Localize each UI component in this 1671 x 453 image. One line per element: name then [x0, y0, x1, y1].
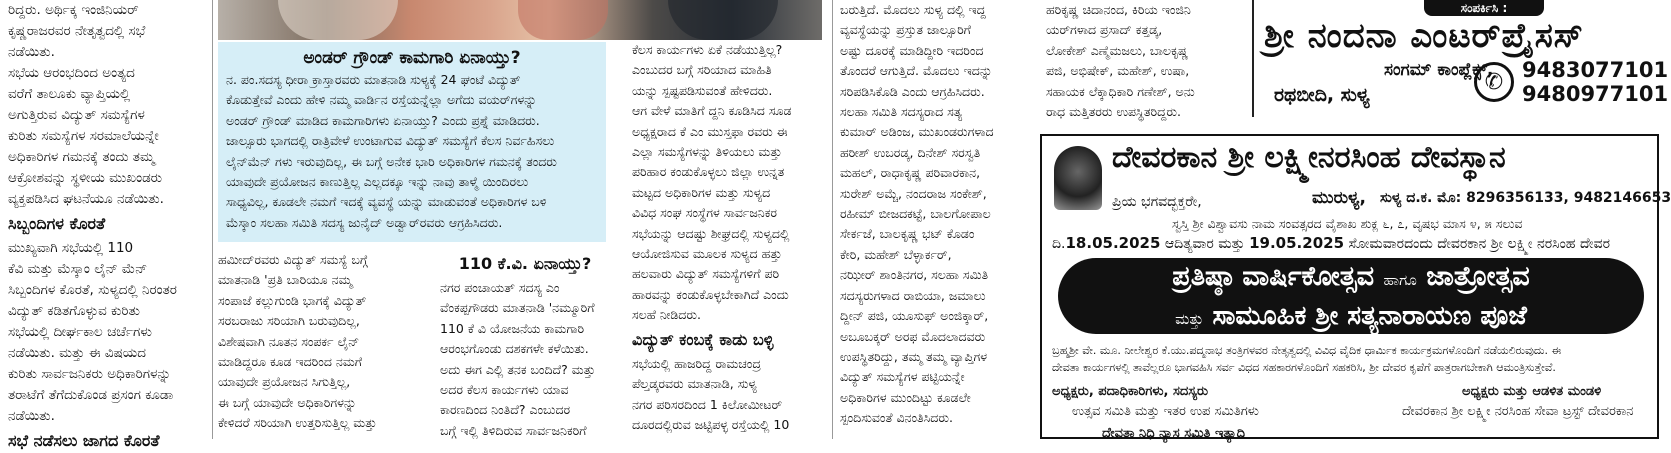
text-line: ಸಲಹೆ ನೀಡಿದರು. [632, 307, 701, 323]
banner-anniversary: ಪ್ರತಿಷ್ಠಾ ವಾರ್ಷಿಕೋತ್ಸವ [1172, 261, 1375, 292]
text-line: ನಡೆಯಿತು. [8, 44, 55, 60]
banner-and: ಹಾಗೂ [1383, 271, 1417, 289]
text-line: ಅಧ್ಯಕ್ಷರಾದ ಕೆ ಎಂ ಮುಸ್ತಫಾ ರವರು ಈ [632, 123, 788, 139]
text-line: ವರೆಗೆ ತಾಲೂಕು ವ್ಯಾಪ್ತಿಯಲ್ಲಿ [8, 86, 131, 102]
text-line: ನಡೆಯಿತು. [8, 408, 55, 424]
text-line: 110 ಕೆ ವಿ ಯೋಜನೆಯ ಕಾಮಗಾರಿ [440, 320, 585, 336]
text-line: ಹಾರವನ್ನು ಕಂಡುಕೊಳ್ಳಬೇಕಾಗಿದೆ ಎಂದು [632, 286, 789, 302]
text-line: ಕೆಲಸ ಕಾರ್ಯಗಳು ಏಕೆ ನಡೆಯುತ್ತಿಲ್ಲ? [632, 42, 783, 57]
text-line: ಮಹಲ್, ರಾಧಾಕೃಷ್ಣ ಪರಿವಾರಕಾನ, [840, 165, 981, 181]
banner-line-2 [1058, 299, 1644, 336]
text-line: ಆಗ ವೇಳೆ ಮಾತಿಗೆ ದ್ದನಿ ಕೂಡಿಸಿದ ಸೂಡ [632, 103, 792, 119]
text-line: ಸಭೆಯಲ್ಲಿ ಹಾಜರಿದ್ದ ರಾಮಚಂದ್ರ [632, 355, 761, 371]
date-suffix: ಸೋಮವಾರದಂದು ದೇವರಕಾನ ಶ್ರೀ ಲಕ್ಷ್ಮೀ ನರಸಿಂಹ ದೇವರ [1344, 236, 1610, 252]
text-line: ತರಾಟೆಗೆ ತೆಗೆದುಕೊಂಡ ಪ್ರಸಂಗ ಕೂಡಾ [8, 387, 174, 403]
text-line: ಸಭೆಯಲ್ಲಿ ದೀರ್ಘಕಾಲ ಚರ್ಚೆಗಳು [8, 324, 152, 340]
organizers-right: ಅಧ್ಯಕ್ಷರು ಮತ್ತು ಆಡಳಿತ ಮಂಡಳಿ [1462, 384, 1602, 399]
text-line: ಹಮೀದ್‌ರವರು ವಿದ್ಯುತ್ ಸಮಸ್ಯೆ ಬಗ್ಗೆ [218, 252, 368, 267]
subheading-110kv: 110 ಕೆ.ವಿ. ಏನಾಯ್ತು? [458, 254, 592, 273]
text-line: ಎಲ್ಲಾ ಸಮಸ್ಯೆಗಳನ್ನು ತಿಳಿಯಲು ಮತ್ತು [632, 144, 782, 160]
text-line: ಯನ್ನು ಸ್ಪಷ್ಟಪಡಿಸುವಂತೆ ಹೇಳಿದರು. [632, 82, 773, 98]
column-6-text [1046, 0, 1246, 122]
column-divider [212, 0, 213, 439]
text-line: ವಿದ್ಯುತ್ ಕಡಿತಗೊಳ್ಳುವ ಕುರಿತು [8, 303, 140, 319]
highlight-line: ಜಾಲ್ಸೂರು ಭಾಗದಲ್ಲಿ ರಾತ್ರಿವೇಳೆ ಉಂಟಾಗುವ ವಿದ್ಯುತ್ ಸಮಸ್ಯೆಗೆ ಕೆಲಸ ನಿರ್ವಹಿಸಲು [226, 133, 555, 149]
text-line: ದೂರದಲ್ಲಿರುವ ಜಟ್ಟಿಪಳ್ಳ ರಸ್ತೆಯಲ್ಲಿ 10 [632, 416, 790, 432]
column-1-text [8, 0, 208, 210]
highlight-box [218, 42, 606, 242]
text-line: ವಿಶೇಷವಾಗಿ ನೂತನ ಸಂಪರ್ಕ ಲೈನ್ [218, 333, 360, 349]
text-line: ವ್ಯವಸ್ಥೆಯನ್ನು ಪ್ರಸ್ತುತ ಜಾಲ್ಸೂರಿಗೆ [840, 22, 971, 38]
highlight-line: ಕೊಡುತ್ತೇವೆ ಎಂದು ಹೇಳಿ ನಮ್ಮ ವಾರ್ಡಿನ ರಸ್ತೆಯನ್ನೆಲ್ಲಾ ಅಗೆದು ವಯರ್‌ಗಳನ್ನು [226, 92, 537, 108]
text-line: ನಝೀರ್ ಶಾಂತಿನಗರ, ಸಲಹಾ ಸಮಿತಿ [840, 267, 989, 283]
calendar-line: ಸ್ವಸ್ತಿ ಶ್ರೀ ವಿಶ್ವಾವಸು ನಾಮ ಸಂವತ್ಸರದ ವೈಶಾಖ ಶುಕ್ಲ ೬, ೭, ವೃಷಭ ಮಾಸ ೪, ೫ ಸಲುವ [1172, 216, 1523, 231]
text-line: ರಿದ್ದರು. ಅರ್ಥಿಕ್ಕ ಇಂಜಿನಿಯರ್ [8, 2, 139, 18]
phone-number-2: 9480977101 [1522, 82, 1669, 106]
column-2-text [218, 250, 418, 434]
date-1: 18.05.2025 [1065, 234, 1161, 252]
text-line: ನಗರ ಪರಿಸರದಿಂದ 1 ಕಿಲೋಮೀಟರ್ [632, 396, 783, 412]
organizers-left: ಅಧ್ಯಕ್ಷರು, ಪದಾಧಿಕಾರಿಗಳು, ಸದಸ್ಯರು [1052, 384, 1209, 399]
article-column-1 [0, 0, 208, 450]
text-line: ಸಭೆಯನ್ನು ಆದಷ್ಟು ಶೀಘ್ರದಲ್ಲಿ ಸುಳ್ಯದಲ್ಲಿ [632, 225, 790, 241]
firm-complex: ಸಂಗಮ್ ಕಾಂಪ್ಲೆಕ್ಸ್, [1384, 60, 1494, 80]
text-line: ಮಾಡಿದ್ದರೂ ಕೂಡ ಇದರಿಂದ ನಮಗೆ [218, 354, 362, 370]
firm-name: ಶ್ರೀ ನಂದನಾ ಎಂಟರ್‌ಪ್ರೈಸಸ್ [1264, 16, 1584, 56]
highlight-line: ಮೆಸ್ಕಾಂ ಸಲಹಾ ಸಮಿತಿ ಸದಸ್ಯ ಜುನೈದ್ ಅಡ್ವಾರ್‌ರವರು ಆಗ್ರಹಿಸಿದರು. [226, 214, 503, 230]
text-line: ಅಷ್ಟು ದೂರಕ್ಕೆ ಮಾಡಿದ್ದೀರಿ ಇದರಿಂದ [840, 42, 984, 58]
text-line: ವಿದ್ಯುತ್ ಸಮಸ್ಯೆಗಳ ಪಟ್ಟಿಯನ್ನೇ [840, 369, 965, 385]
text-line: ಸರಿಪಡಿಸಿಕೊಡಿ ಎಂದು ಆಗ್ರಹಿಸಿದರು. [840, 83, 985, 99]
text-line: ಕೇರಿ, ಮಹೇಶ್ ಬೆಳ್ಳಾರ್ಕರ್, [840, 246, 952, 262]
highlight-line: ನ. ಪಂ.ಸದಸ್ಯ ಧೀರಾ ಕ್ರಾಸ್ತಾರವರು ಮಾತನಾಡಿ ಸುಳ್ಯಕ್ಕೆ 24 ಘಂಟೆ ವಿದ್ಯುತ್ [226, 72, 521, 87]
text-line: ಕುರಿತು ಸಾರ್ವಜನಿಕರು ಅಧಿಕಾರಿಗಳನ್ನು [8, 366, 172, 382]
organizers-right-2: ದೇವರಕಾನ ಶ್ರೀ ಲಕ್ಷ್ಮೀ ನರಸಿಂಹ ಸೇವಾ ಟ್ರಸ್ಟ್ ದೇವರಕಾನ [1402, 404, 1634, 419]
text-line: ಸರಬರಾಜು ಸರಿಯಾಗಿ ಬರುವುದಿಲ್ಲ, [218, 313, 360, 329]
text-line: ಮುಖ್ಯವಾಗಿ ಸಭೆಯಲ್ಲಿ 110 [8, 240, 134, 256]
text-line: ಅಬೂಬಕ್ಕರ್ ಅರಫ ಮೊದಲಾದವರು [840, 328, 986, 344]
text-line: ಯರ್‌ಗಳಾದ ಪ್ರಸಾದ್ ಕತ್ತಡ್ಕ, [1046, 22, 1163, 38]
text-line: ಹರಿಕೃಷ್ಣ ಚಿದಾನಂದ, ಕಿರಿಯ ಇಂಜಿನಿ [1046, 2, 1191, 17]
phone-number-1: 9483077101 [1522, 58, 1669, 82]
text-line: ಪಜಿ, ಅಭಿಷೇಕ್, ಮಹೇಶ್, ಉಷಾ, [1046, 63, 1190, 79]
temple-advertisement [1040, 134, 1671, 441]
subheading-forest-vines: ವಿದ್ಯುತ್ ಕಂಬಕ್ಕೆ ಕಾಡು ಬಳ್ಳಿ [632, 329, 774, 349]
text-line: ಮಾತನಾಡಿ 'ಪ್ರತಿ ಬಾರಿಯೂ ನಮ್ಮ [218, 272, 353, 288]
highlight-heading: ಅಂಡರ್ ಗ್ರೌಂಡ್ ಕಾಮಗಾರಿ ಏನಾಯ್ತು? [303, 48, 521, 68]
text-line: ಕೃಷ್ಣರಾಜರವರ ನೇತೃತ್ವದಲ್ಲಿ ಸಭೆ [8, 23, 146, 39]
text-line: ಎಂಬುದರ ಬಗ್ಗೆ ಸರಿಯಾದ ಮಾಹಿತಿ [632, 62, 772, 78]
banner-puja: ಸಾಮೂಹಿಕ ಶ್ರೀ ಸತ್ಯನಾರಾಯಣ ಪೂಜೆ [1212, 301, 1527, 331]
text-line: ತೊಂದರೆ ಆಗುತ್ತಿದೆ. ಮೊದಲು ಇದನ್ನು [840, 63, 993, 79]
description-line-2: ದೇವತಾ ಕಾರ್ಯಗಳಲ್ಲಿ ತಾವೆಲ್ಲರೂ ಭಾಗವಹಿಸಿ ಸರ್ವ ವಿಧದ ಸಹಕಾರಗಳೊಂದಿಗೆ ಸಹಕರಿಸಿ, ಶ್ರೀ ದೇವರ ಕೃಪೆಗೆ ಪಾತ್ರರಾಗಬೇಕಾಗಿ ಆಮಂತ್ರಿಸುತ್ತೇವೆ. [1052, 361, 1556, 374]
text-line: ಸಭೆಯ ಆರಂಭದಿಂದ ಅಂತ್ಯದ [8, 65, 135, 81]
column-1-text-2 [8, 238, 208, 427]
article-column-5 [840, 0, 1036, 439]
event-banner [1058, 258, 1644, 334]
text-line: ಸಿಬ್ಬಂದಿಗಳ ಕೊರತೆ, ಸುಳ್ಯದಲ್ಲಿ ನಿರಂತರ [8, 282, 177, 298]
text-line: ಸಂಪಾಜೆ ಕಲ್ಲುಗುಂಡಿ ಭಾಗಕ್ಕೆ ವಿದ್ಯುತ್ [218, 292, 367, 308]
highlight-line: ಲೈನ್‌ಮೆನ್ ಗಳು ಇರುವುದಿಲ್ಲ, ಈ ಬಗ್ಗೆ ಅನೇಕ ಭಾರಿ ಅಧಿಕಾರಿಗಳ ಗಮನಕ್ಕೆ ತಂದರು [226, 153, 557, 169]
contact-tag: ಸಂಪರ್ಕಿಸಿ : [1424, 0, 1544, 16]
text-line: ನಗರ ಪಂಚಾಯತ್ ಸದಸ್ಯ ಎಂ [440, 280, 560, 295]
text-line: ಆಯೋಜಿಸುವ ಮೂಲಕ ಸುಳ್ಯದ ಹತ್ತು [632, 246, 782, 262]
temple-place: ಮುರುಳ್ಯ, [1312, 188, 1367, 208]
banner-and-2: ಮತ್ತು [1175, 310, 1204, 328]
temple-contact: ಸುಳ್ಯ ದ.ಕ. ಮೊ: 8296356133, 9482146653 [1380, 190, 1671, 206]
banner-line-1 [1058, 258, 1644, 299]
text-line: ಕೇಳಿದರೆ ಸರಿಯಾಗಿ ಉತ್ತರಿಸುತ್ತಿಲ್ಲ ಮತ್ತು [218, 415, 377, 431]
text-line: ಸ್ಪಂದಿಸುವಂತೆ ವಿನಂತಿಸಿದರು. [840, 410, 953, 426]
text-line: ಪೆಲ್ತಡ್ಕರವರು ಮಾತನಾಡಿ, ಸುಳ್ಯ [632, 376, 757, 392]
text-line: ವಿವಿಧ ಸಂಘ ಸಂಸ್ಥೆಗಳ ಸಾರ್ವಜನಿಕರ [632, 205, 777, 221]
text-line: ಸದಸ್ಯರುಗಳಾದ ರಾಬಿಯಾ, ಜಮಾಲು [840, 287, 986, 303]
highlight-line: ಅಂಡರ್ ಗ್ರೌಂಡ್ ಮಾಡಿದ ಕಾಮಗಾರಿಗಳು ಏನಾಯ್ತು? ಎಂದು ಪ್ರಶ್ನೆ ಮಾಡಿದರು. [226, 112, 540, 128]
text-line: ಸಹಾಯಕ ಲೆಕ್ಕಾಧಿಕಾರಿ ಗಣೇಶ್, ಅನು [1046, 83, 1195, 99]
text-line: ವ್ಯಕ್ತಪಡಿಸಿದ ಘಟನೆಯೂ ನಡೆಯಿತು. [8, 191, 164, 207]
cut-off-line: ದೇವತಾ ನಿಧಿ ನ್ಯಾಸ ಸಮಿತಿ ಇತ್ಯಾದಿ [1102, 426, 1246, 441]
date-prefix: ದಿ. [1052, 236, 1066, 252]
firm-street: ರಥಬೀದಿ, ಸುಳ್ಯ [1274, 84, 1370, 106]
text-line: ಕಾರಣದಿಂದ ನಿಂತಿದೆ? ಎಂಬುದರ [440, 402, 571, 418]
subheading-staff-shortage: ಸಿಬ್ಬಂದಿಗಳ ಕೊರತೆ [8, 214, 106, 233]
event-description [1052, 342, 1652, 376]
text-line: ಅಗುತ್ತಿರುವ ವಿದ್ಯುತ್ ಸಮಸ್ಯೆಗಳ [8, 107, 145, 123]
temple-title: ದೇವರಕಾನ ಶ್ರೀ ಲಕ್ಷ್ಮೀನರಸಿಂಹ ದೇವಸ್ಥಾನ [1112, 140, 1506, 175]
text-line: ಲೋಕೇಶ್ ಎಣ್ಮೆಮಜಲು, ಬಾಲಕೃಷ್ಣ [1046, 42, 1189, 58]
column-3-text [440, 278, 610, 441]
column-4-text-2 [632, 354, 826, 436]
text-line: ಕುಮಾರ್ ಅಡಿಂಜ, ಮುಖಂಡರುಗಳಾದ [840, 124, 994, 140]
text-line: ಹರೀಶ್ ಉಬರಡ್ಕ, ದಿನೇಶ್ ಸರಸ್ವತಿ [840, 144, 981, 160]
article-column-4 [632, 0, 826, 439]
text-line: ಅಧಿಕಾರಿಗಳ ಗಮನಕ್ಕೆ ತಂದು ತಮ್ಮ [8, 149, 155, 165]
column-5-text [840, 0, 1036, 429]
highlight-text [226, 70, 598, 233]
highlight-line: ಯಾವುದೇ ಪ್ರಯೋಜನ ಕಾಣುತ್ತಿಲ್ಲ ಎಲ್ಲದಕ್ಕೂ ಇನ್ನು ನಾವು ತಾಳ್ಮೆ ಯಿಂದಿರಲು [226, 174, 529, 190]
enterprise-advertisement [1252, 0, 1669, 117]
text-line: ಆರಂಭಗೊಂಡು ದಶಕಗಳೇ ಕಳೆಯಿತು. [440, 341, 589, 357]
text-line: ಮಟ್ಟದ ಅಧಿಕಾರಿಗಳ ಮತ್ತು ಸುಳ್ಯದ [632, 184, 771, 200]
text-line: ಬರುತ್ತಿದೆ. ಮೊದಲು ಸುಳ್ಯ ದಲ್ಲಿ ಇದ್ದ [840, 2, 986, 17]
text-line: ಅದರ ಕೆಲಸ ಕಾರ್ಯಗಳು ಯಾವ [440, 382, 569, 398]
deity-idol-icon [1054, 146, 1102, 210]
phone-icon: ✆ [1474, 62, 1514, 102]
text-line: ವೆಂಕಪ್ಪಗೌಡರು ಮಾತನಾಡಿ 'ನಮ್ಮೂರಿಗೆ [440, 300, 595, 316]
text-line: ಅಧಿಕಾರಿಗಳ ಮುಂದಿಟ್ಟು ಕೂಡಲೇ [840, 389, 971, 405]
article-column-6 [1046, 0, 1246, 118]
column-divider [832, 0, 833, 439]
date-mid: ಆದಿತ್ಯವಾರ ಮತ್ತು [1160, 236, 1250, 252]
text-line: ಯಾವುದೇ ಪ್ರಯೋಜನ ಸಿಗುತ್ತಿಲ್ಲ, [218, 374, 351, 390]
text-line: ಪರಿಹಾರ ಕಂಡುಕೊಳ್ಳಲು ಜಿಲ್ಲಾ ಉನ್ನತ [632, 164, 785, 180]
description-line-1: ಬ್ರಹ್ಮಶ್ರೀ ವೇ. ಮೂ. ನೀಲೇಶ್ವರ ಕೆ.ಯು.ಪದ್ಮನಾಭ ತಂತ್ರಿಗಳವರ ನೇತೃತ್ವದಲ್ಲಿ ವಿವಿಧ ವೈದಿಕ ಧಾರ್ಮಿಕ ಕಾರ್ಯಕ್ರಮಗಳೊಂದಿಗೆ ನಡೆಯಲಿರುವುದು. ಈ [1052, 344, 1562, 357]
organizers-left-2: ಉತ್ಸವ ಸಮಿತಿ ಮತ್ತು ಇತರ ಉಪ ಸಮಿತಿಗಳು [1072, 404, 1259, 419]
text-line: ಹಲವಾರು ವಿದ್ಯುತ್ ಸಮಸ್ಯೆಗಳಿಗೆ ಪರಿ [632, 266, 780, 282]
text-line: ಬಗ್ಗೆ ಇಲ್ಲಿ ತಿಳಿದಿರುವ ಸಾರ್ವಜನಿಕರಿಗೆ [440, 422, 587, 438]
article-column-3 [440, 250, 610, 439]
text-line: ರಹೀಮ್ ಬೀಜದಕಟ್ಟೆ, ಬಾಲಗೋಪಾಲ [840, 206, 991, 222]
banner-festival: ಜಾತ್ರೋತ್ಸವ [1426, 261, 1530, 292]
text-line: ಈ ಬಗ್ಗೆ ಯಾವುದೇ ಅಧಿಕಾರಿಗಳನ್ನು [218, 394, 357, 410]
subheading-space-shortage: ಸಭೆ ನಡೆಸಲು ಜಾಗದ ಕೊರತೆ [8, 431, 160, 450]
text-line: ಅದು ಈಗ ಎಲ್ಲಿ ತನಕ ಬಂದಿದೆ? ಮತ್ತು [440, 361, 596, 377]
text-line: ನಡೆಯಿತು. ಮತ್ತು ಈ ವಿಷಯದ [8, 345, 146, 361]
text-line: ದ್ದೀನ್ ಪಜಿ, ಯೂಸುಫ್ ಅಂಜಿಕ್ಕಾರ್, [840, 308, 989, 324]
highlight-line: ಸಾಧ್ಯವಿಲ್ಲ, ಕೂಡಲೇ ನಮಗೆ ಇದಕ್ಕೆ ವ್ಯವಸ್ಥೆ ಯನ್ನು ಮಾಡುವಂತೆ ಅಧಿಕಾರಿಗಳ ಬಳಿ [226, 194, 547, 210]
text-line: ರಾಧ ಮತ್ತಿತರರು ಉಪಸ್ಥಿತರಿದ್ದರು. [1046, 104, 1181, 120]
text-line: ಸಲಹಾ ಸಮಿತಿ ಸದಸ್ಯರಾದ ಸತ್ಯ [840, 104, 963, 120]
text-line: ಉಪಸ್ಥಿತರಿದ್ದು, ತಮ್ಮ ತಮ್ಮ ವ್ಯಾಪ್ತಿಗಳ [840, 348, 988, 364]
text-line: ಕೆವಿ ಮತ್ತು ಮೆಸ್ಕಾಂ ಲೈನ್ ಮೆನ್ [8, 261, 148, 277]
text-line: ಸುರೇಶ್ ಅಮ್ಚೆ, ನಂದರಾಜ ಸಂಕೇಶ್, [840, 185, 987, 201]
text-line: ಆಕ್ರೋಶವನ್ನು ಸ್ಥಳೀಯ ಮುಖಂಡರು [8, 170, 163, 186]
devotee-greeting: ಪ್ರಿಯ ಭಗವದ್ಭಕ್ತರೇ, [1112, 194, 1202, 210]
column-4-text [632, 40, 826, 326]
date-2: 19.05.2025 [1249, 234, 1345, 252]
event-dates [1052, 234, 1610, 252]
text-line: ಕುರಿತು ಸಮಸ್ಯೆಗಳ ಸರಮಾಲೆಯನ್ನೇ [8, 128, 159, 144]
article-column-2 [218, 250, 418, 439]
text-line: ಸೇರ್ಕಜೆ, ಬಾಲಕೃಷ್ಣ ಭಟ್ ಕೊಡಂ [840, 226, 975, 242]
